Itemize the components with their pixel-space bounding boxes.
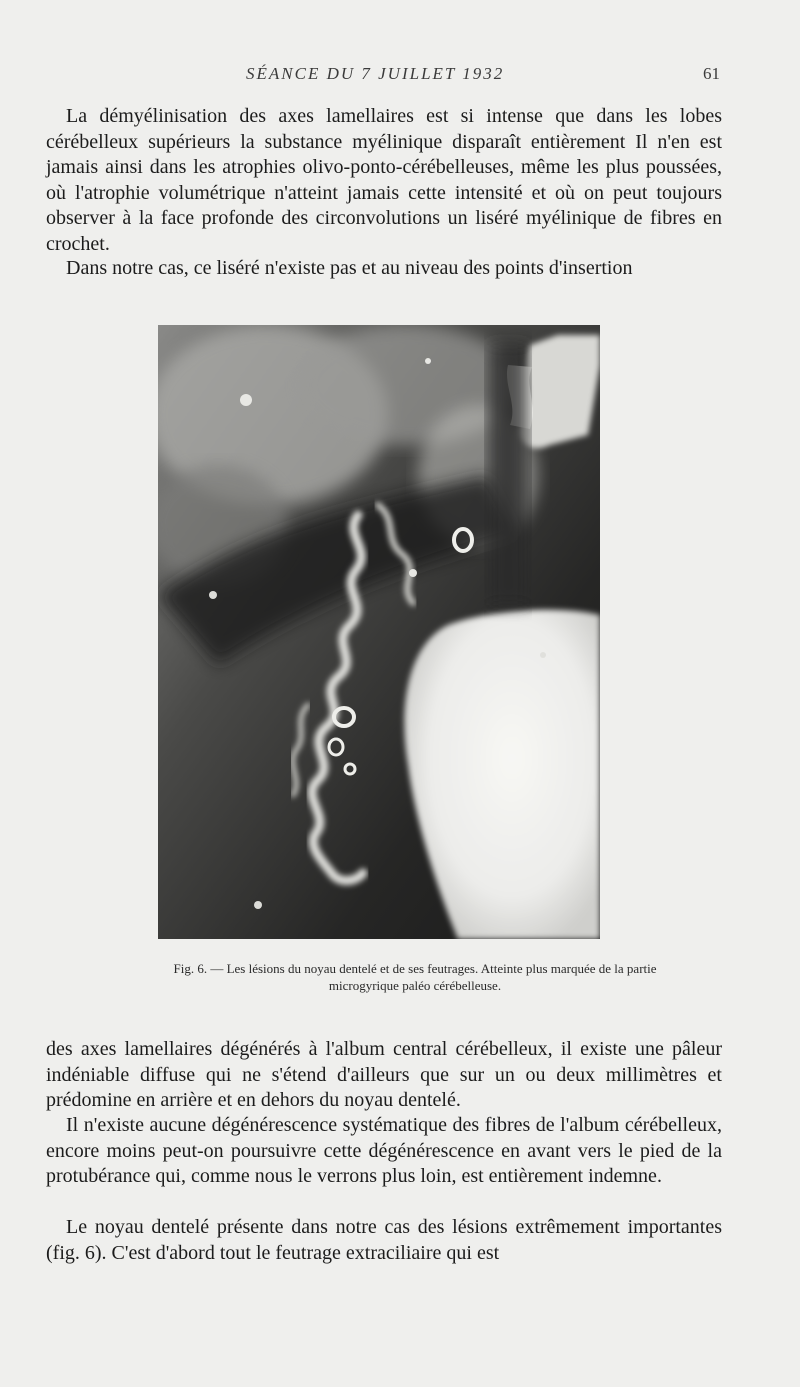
paragraph-our-case — [46, 256, 722, 282]
paragraph-dentate-nucleus — [46, 1215, 722, 1266]
paragraph-text: Il n'existe aucune dégénérescence systématique des fibres de l'album cérébelleux, encore moins peut-on poursuivre cette dégénérescence en avant vers le pied de la protubérance qui, comme nous le verrons plus loin, est entièrement indemne. — [46, 1114, 722, 1187]
paragraph-lamellar-axes — [46, 1037, 722, 1114]
paragraph-text: des axes lamellaires dégénérés à l'album central cérébelleux, il existe une pâleur indéniable diffuse qui ne s'étend d'ailleurs que sur un ou deux millimètres et prédomine en arrière et en dehors du noyau dentelé. — [46, 1038, 722, 1111]
figure-micrograph — [158, 325, 600, 939]
figure-caption — [130, 960, 700, 994]
paragraph-text: Dans notre cas, ce liséré n'existe pas et au niveau des points d'insertion — [66, 257, 633, 279]
micrograph-image — [158, 325, 600, 939]
paragraph-text: La démyélinisation des axes lamellaires est si intense que dans les lobes cérébelleux supérieurs la substance myélinique disparaît entièrement Il n'en est jamais ainsi dans les atrophies olivo-ponto-cérébelleuses, même les plus poussées, où l'atrophie volumétrique n'atteint jamais cette intensité et où on peut toujours observer à la face profonde des circonvolutions un liséré myélinique de fibres en crochet. — [46, 105, 722, 255]
running-head — [40, 64, 720, 88]
caption-line: Fig. 6. — Les lésions du noyau dentelé et de ses feutrages. Atteinte plus marquée de la partie — [173, 961, 657, 976]
paragraph-demyelination — [46, 104, 722, 257]
running-title: SÉANCE DU 7 JUILLET 1932 — [246, 64, 505, 83]
paragraph-no-degeneration — [46, 1113, 722, 1190]
paragraph-text: Le noyau dentelé présente dans notre cas des lésions extrêmement importantes (fig. 6). C'est d'abord tout le feutrage extraciliaire qui est — [46, 1216, 722, 1264]
caption-line: microgyrique paléo cérébelleuse. — [328, 978, 502, 993]
page-number: 61 — [703, 64, 720, 83]
